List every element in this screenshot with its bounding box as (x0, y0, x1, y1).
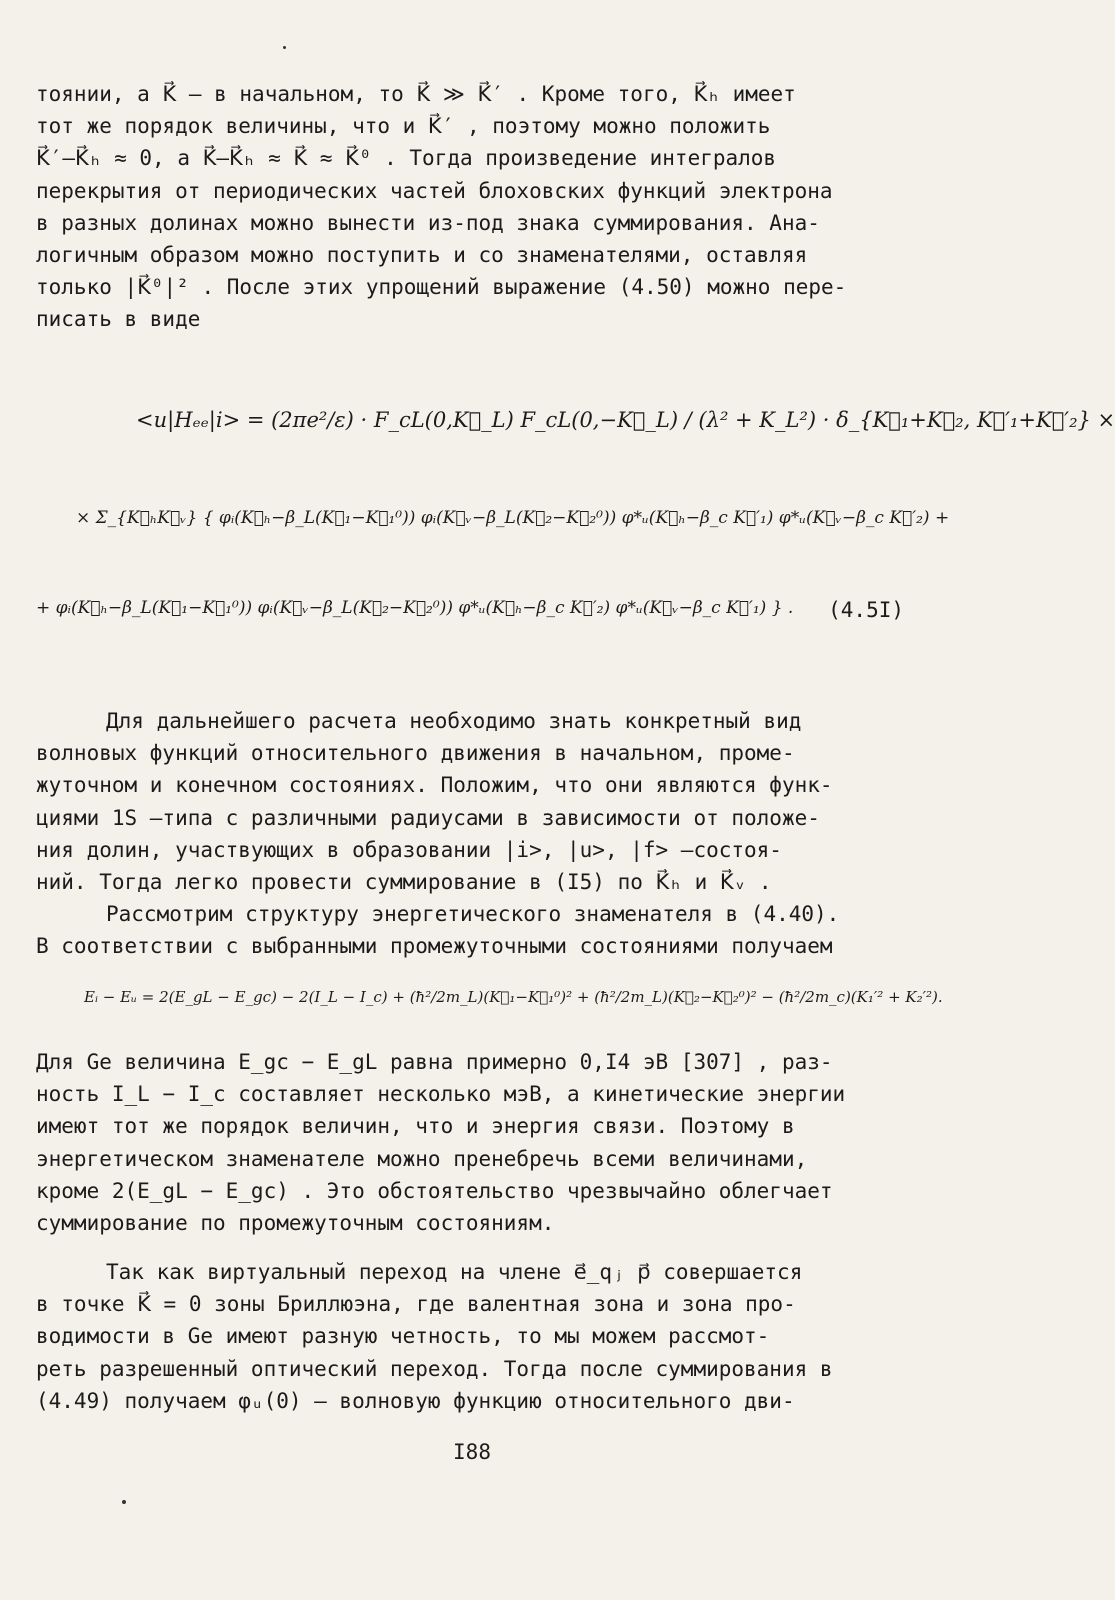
text-line: Рассмотрим структуру энергетического знаменателя в (4.40). (106, 902, 840, 926)
scan-speck (122, 1500, 126, 1504)
text-line: ния долин, участвующих в образовании |i>, |u>, |f> –состоя- (36, 837, 782, 862)
text-line: Так как виртуальный переход на члене e⃗_qⱼ p⃗ совершается (106, 1260, 803, 1284)
equation-number: (4.5I) (828, 598, 904, 622)
text-line: Для Ge величина E_gc − E_gL равна примерно 0,I4 эВ [307] , раз- (36, 1050, 833, 1074)
text-line: (4.49) получаем φᵤ(0) – волновую функцию относительного дви- (36, 1388, 795, 1413)
text-line: только |K⃗⁰|² . После этих упрощений выражение (4.50) можно пере- (36, 275, 847, 300)
text-line: циями 1S –типа с различными радиусами в зависимости от положе- (36, 805, 820, 830)
text-line: в точке K⃗ = 0 зоны Бриллюэна, где валентная зона и зона про- (36, 1292, 796, 1317)
text-line: суммирование по промежуточным состояниям. (36, 1211, 555, 1236)
text-line: перекрытия от периодических частей блоховских функций электрона (36, 178, 833, 203)
text-line: ний. Тогда легко провести суммирование в (I5) по K⃗ₕ и K⃗ᵥ . (36, 870, 772, 895)
equation-line-2: × Σ_{K⃗ₕK⃗ᵥ} { φᵢ(K⃗ₕ−β_L(K⃗₁−K⃗₁⁰)) φᵢ(K⃗ᵥ−β_L(K⃗₂−K⃗₂⁰)) φ*ᵤ(K⃗ₕ−β_c K⃗′₁) φ*ᵤ(K⃗ᵥ−β_c K⃗′₂) + (76, 508, 950, 528)
energy-equation: Eᵢ − Eᵤ = 2(E_gL − E_gc) − 2(I_L − I_c) + (ħ²/2m_L)(K⃗₁−K⃗₁⁰)² + (ħ²/2m_L)(K⃗₂−K⃗₂⁰)² − (ħ²/2m_c)(K₁′² + K₂′²). (84, 988, 943, 1006)
equation-4-51 (36, 408, 1115, 668)
intro-paragraph (36, 78, 904, 336)
text-line: ность I_L − I_c составляет несколько мэВ, а кинетические энергии (36, 1082, 846, 1107)
page-number: I88 (453, 1440, 491, 1464)
text-line: имеют тот же порядок величин, что и энергия связи. Поэтому в (36, 1114, 795, 1139)
text-line: реть разрешенный оптический переход. Тогда после суммирования в (36, 1356, 833, 1381)
text-line: энергетическом знаменателе можно пренебречь всеми величинами, (36, 1146, 808, 1171)
text-line: писать в виде (36, 307, 201, 332)
paragraph-ge-values (36, 1046, 904, 1239)
text-line: водимости в Ge имеют разную четность, то мы можем рассмот- (36, 1324, 770, 1349)
equation-line-1: <u|Hₑₑ|i> = (2πe²/ε) · F_cL(0,K⃗_L) F_cL(0,−K⃗_L) / (λ² + K_L²) · δ_{K⃗₁+K⃗₂, K⃗′₁+K⃗′₂} × (136, 408, 1115, 432)
text-line: логичным образом можно поступить и со знаменателями, оставляя (36, 243, 808, 268)
text-line: кроме 2(E_gL − E_gc) . Это обстоятельство чрезвычайно облегчает (36, 1178, 833, 1203)
paragraph-energy-denominator (36, 898, 904, 962)
text-line: тот же порядок величины, что и K⃗′ , поэтому можно положить (36, 114, 771, 139)
text-line: в разных долинах можно вынести из-под знака суммирования. Ана- (36, 210, 820, 235)
paragraph-wave-functions (36, 705, 904, 898)
text-line: В соответствии с выбранными промежуточными состояниями получаем (36, 934, 833, 959)
equation-line-3: + φᵢ(K⃗ₕ−β_L(K⃗₁−K⃗₁⁰)) φᵢ(K⃗ᵥ−β_L(K⃗₂−K⃗₂⁰)) φ*ᵤ(K⃗ₕ−β_c K⃗′₂) φ*ᵤ(K⃗ᵥ−β_c K⃗′₁) } . (36, 598, 794, 618)
text-line: K⃗′–K⃗ₕ ≈ 0, а K⃗–K⃗ₕ ≈ K⃗ ≈ K⃗⁰ . Тогда произведение интегралов (36, 146, 777, 171)
paragraph-virtual-transition (36, 1256, 904, 1417)
text-line: Для дальнейшего расчета необходимо знать конкретный вид (106, 709, 802, 733)
text-line: тоянии, а K⃗ – в начальном, то K⃗ ≫ K⃗′ . Кроме того, K⃗ₕ имеет (36, 82, 796, 106)
text-line: волновых функций относительного движения в начальном, проме- (36, 741, 795, 766)
text-line: жуточном и конечном состояниях. Положим, что они являются функ- (36, 773, 833, 798)
scan-speck (283, 46, 286, 49)
